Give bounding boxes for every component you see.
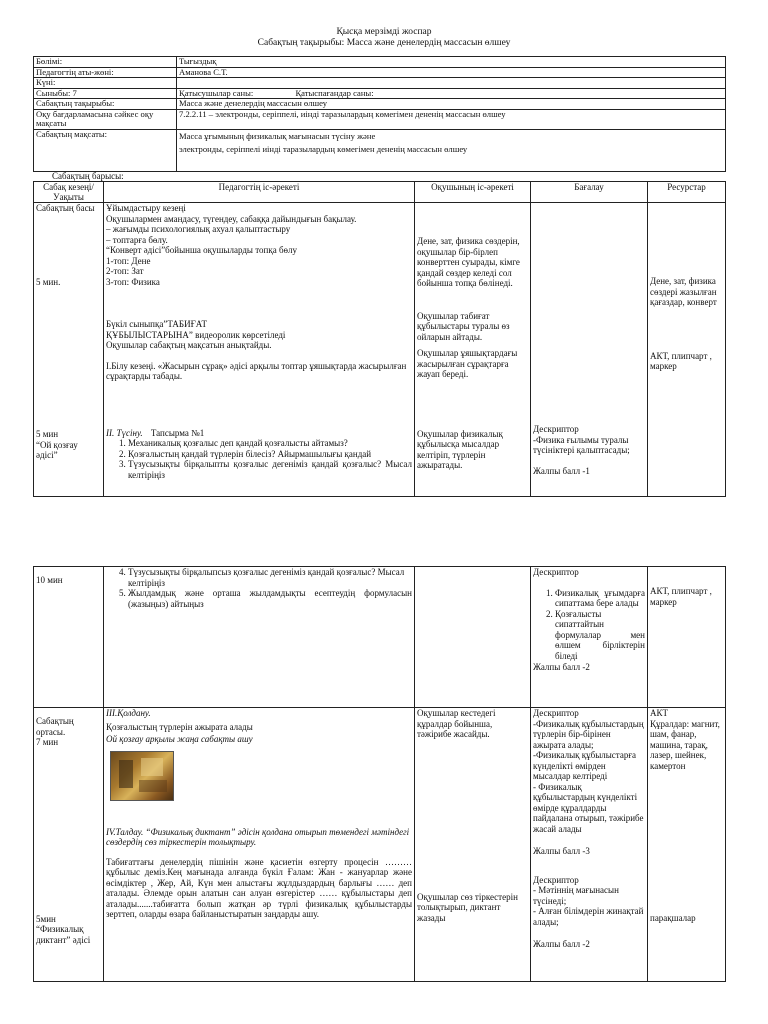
teacher-label: Педагогтің аты-жөні: (34, 67, 177, 78)
descriptor-item: - Мәтіннің мағынасын түсінеді; (533, 885, 619, 906)
understanding-stage (106, 428, 412, 439)
understanding-label: ІІ. Түсіну. (106, 427, 143, 438)
question-item: 2. Қозғалыстың қандай түрлерін білесіз? Айырмашылығы қандай (128, 449, 412, 460)
video-line-3: Оқушылар сабақтың мақсатын анықтайды. (106, 340, 272, 350)
lesson-flow-title: Сабақтың барысы: (52, 171, 124, 181)
grade-label: Сыныбы: 7 (34, 88, 177, 99)
col-student: Оқушының іс-әрекеті (415, 182, 531, 203)
video-line-1: Бүкіл сыныпқа”ТАБИҒАТ (106, 319, 207, 329)
section-value: Тығыздық (177, 57, 726, 68)
question-item: 5. Жылдамдық және орташа жылдамдықты есептеудің формуласын (жазыңыз) айтыңыз (128, 588, 412, 609)
resource-akt: АКТ, плипчарт , маркер (650, 350, 712, 371)
analysis-stage: IV.Талдау. “Физикалық диктант” әдісін қолдана отырып төмендегі мәтіндегі сөздердің сөз тіркестерін толықтыру. (106, 826, 410, 847)
descriptor-item: -Физика ғылымы туралы түсініктері қалыптасады; (533, 434, 630, 455)
descriptor-label: Дескриптор (533, 874, 579, 885)
task-label: Тапсырма №1 (150, 427, 205, 438)
student-dictation-text: Оқушылар сөз тіркестерін толықтырып, диктант жазады (417, 891, 518, 923)
student-cells-text: Оқушылар ұяшықтардағы жасырылған сұрақтарға жауап береді. (417, 348, 518, 379)
lesson-plan-table-1 (33, 181, 726, 497)
student-table-text: Оқушылар кестедегі құралдар бойынша, тәжірибе жасайды. (417, 708, 496, 739)
lesson-info-table (33, 56, 726, 172)
stage-method-dictation: “Физикалық диктант” әдісі (36, 924, 91, 945)
descriptor-label: Дескриптор (533, 424, 579, 434)
stage-time-5: 5 мин. (36, 276, 61, 287)
video-line-2: ҚҰБЫЛЫСТАРЫНА” видеоролик көрсетіледі (106, 329, 286, 340)
stage-method-oy: “Ой қозғау әдісі” (36, 439, 78, 460)
group-3: 3-топ: Физика (106, 276, 160, 287)
student-nature-text: Оқушылар табиғат құбылыстары туралы өз ойларын айтады. (417, 310, 510, 342)
student-activity-cell (415, 708, 531, 982)
resource-words: Дене, зат, физика сөздері жазылған қағаздар, конверт (650, 276, 717, 307)
apply-stage: ІІІ.Қолдану. (106, 708, 151, 718)
student-phys-text: Оқушылар физикалық құбылысқа мысалдар келтіріп, түрлерін ажыратады. (417, 428, 503, 470)
total-score: Жалпы балл -2 (533, 662, 590, 672)
group-1: 1-топ: Дене (106, 255, 151, 266)
stage-start: Сабақтың басы (36, 203, 95, 213)
info-row-objectives (34, 109, 726, 129)
resource-tools: Құралдар: магнит, шам, фанар, машина, тарақ, лазер, шейнек, камертон (650, 718, 720, 771)
question-list-1 (106, 438, 412, 480)
apply-text: Қозғалыстың түрлерін ажырата алады (106, 721, 253, 732)
stage-time-10: 10 мин (36, 575, 63, 585)
plan-row-start (34, 203, 726, 497)
info-row-section (34, 57, 726, 68)
lesson-plan-table-2 (33, 566, 726, 982)
knowledge-stage: І.Білу кезеңі. «Жасырын сұрақ» әдісі арқылы топтар ұяшықтарда жасырылған сұрақтарды табады. (106, 360, 407, 381)
col-assessment: Бағалау (531, 182, 648, 203)
question-item: 3. Түзусызықты бірқалыпты қозғалыс дегеніміз қандай қозғалыс? Мысал келтіріңіз (128, 459, 412, 480)
student-activity-cell (415, 203, 531, 497)
resources-cell (648, 567, 726, 708)
greeting-text: Оқушылармен амандасу, түгендеу, сабаққа дайындығын бақылау. (106, 213, 357, 224)
document-header (0, 27, 768, 49)
descriptor-item: - Физикалық құбылыстардың күнделікті өмірде құралдарды пайдалана отырып, тәжірибе жасай алады (533, 781, 644, 834)
plan-row-10min (34, 567, 726, 708)
apply-method: Ой қозғау арқылы жаңа сабақты ашу (106, 734, 253, 744)
objectives-label: Оқу бағдарламасына сәйкес оқу мақсаты (34, 109, 177, 129)
stage-mid-3: 7 мин (36, 737, 59, 747)
goal-line-2: электронды, серіппелі иінді таразылардың көмегімен дененің массасын өлшеу (179, 144, 468, 154)
question-list-2 (106, 567, 412, 609)
info-row-topic (34, 99, 726, 110)
descriptor-item: -Физикалық құбылыстардың түрлерін бір-бірінен ажырата алады; (533, 718, 644, 750)
teacher-activity-cell (104, 203, 415, 497)
col-stage: Сабақ кезеңі/ Уақыты (34, 182, 104, 203)
present-label: Қатысушылар саны: (179, 87, 254, 98)
stage-cell (34, 708, 104, 982)
assessment-cell (531, 567, 648, 708)
teacher-value: Аманова С.Т. (177, 67, 726, 78)
teacher-activity-cell (104, 567, 415, 708)
stage-time-5: 5мин (36, 913, 56, 924)
stage-mid-2: ортасы. (36, 726, 66, 737)
descriptor-item: -Физикалық құбылыстарға күнделікті өмірден мысалдар келтіреді (533, 750, 637, 781)
psychology-text: – жағымды психологиялық ахуал қалыптастыру (106, 224, 291, 234)
descriptor-item: 1. Физикалық ұғымдарға сипаттама бере алады (555, 588, 645, 609)
question-item: 1. Механикалық қозғалыс деп қандай қозғалысты айтамыз? (128, 438, 412, 449)
info-row-grade (34, 88, 726, 99)
plan-header-row (34, 182, 726, 203)
col-resources: Ресурстар (648, 182, 726, 203)
topic-label: Сабақтың тақырыбы: (34, 99, 177, 110)
date-label: Күні: (34, 78, 177, 89)
goal-label: Сабақтың мақсаты: (34, 129, 177, 171)
descriptor-item: 2. Қозғалысты сипаттайтын формулалар мен өлшем бірліктерін біледі (555, 609, 645, 662)
date-value (177, 78, 726, 89)
group-2: 2-топ: Зат (106, 266, 144, 276)
attendance-cell (177, 88, 726, 99)
lesson-photo (110, 751, 174, 801)
descriptor-label: Дескриптор (533, 567, 579, 577)
section-label: Бөлімі: (34, 57, 177, 68)
stage-time-5b: 5 мин (36, 429, 59, 439)
org-stage: Ұйымдастыру кезеңі (106, 203, 186, 213)
total-score: Жалпы балл -2 (533, 939, 590, 949)
question-item: 4. Түзусызықты бірқалыпсыз қозғалыс дегеніміз қандай қозғалыс? Мысал келтіріңіз (128, 567, 412, 588)
col-teacher: Педагогтің іс-әрекеті (104, 182, 415, 203)
stage-cell (34, 567, 104, 708)
student-words-text: Дене, зат, физика сөздерін, оқушылар бір-бірлеп конверттен суырады, кімге қандай сөздер келеді сол бойынша топқа бөлінеді. (417, 236, 520, 288)
teacher-activity-cell (104, 708, 415, 982)
objectives-value: 7.2.2.11 – электронды, серіппелі, иінді таразылардың көмегімен дененің массасын өлшеу (177, 109, 726, 129)
student-activity-cell (415, 567, 531, 708)
info-row-goal (34, 129, 726, 171)
plan-row-middle (34, 708, 726, 982)
info-row-date (34, 78, 726, 89)
resource-akt: АКТ (650, 708, 668, 718)
assessment-cell (531, 203, 648, 497)
resource-akt: АКТ, плипчарт , маркер (650, 586, 712, 607)
goal-value (177, 129, 726, 171)
stage-cell (34, 203, 104, 497)
goal-line-1: Масса ұғымының физикалық мағынасын түсіну және (179, 130, 376, 141)
resources-cell (648, 203, 726, 497)
groups-text: – топтарға бөлу. (106, 234, 168, 245)
descriptor-item: - Алған білімдерін жинақтай алады; (533, 906, 644, 927)
document-topic: Сабақтың тақырыбы: Масса және денелердің массасын өлшеу (257, 38, 511, 48)
resources-cell (648, 708, 726, 982)
topic-value: Масса және денелердің массасын өлшеу (177, 99, 726, 110)
dictation-text: Табиғаттағы денелердің пішінін және қасиетін өзгерту процесін ………құбылыс деміз.Кең мағынада алғанда бүкіл Ғалам: Жан - жануарлар және өсімдіктер , Жер, Ай, Күн мен алыстағы жұлдыздардың барлығы …… деп аталады. Әлемде орын алатын сан алуан өзгерістер …… құбылыстары деп аталады.......табиғатта болып жатқан әр түрлі физикалық құбылыстарды зерттеп, оларды өзара байланыстыратын заңдарды ашу. (106, 856, 412, 919)
stage-mid-1: Сабақтың (36, 716, 74, 726)
total-score: Жалпы балл -1 (533, 465, 590, 476)
absent-label: Қатыспағандар саны: (295, 87, 374, 98)
envelope-method: “Конверт әдісі”бойынша оқушыларды топқа бөлу (106, 245, 298, 255)
descriptor-list (533, 588, 645, 662)
resource-sheets: парақшалар (650, 913, 696, 923)
assessment-cell (531, 708, 648, 982)
document-title: Қысқа мерзімді жоспар (336, 27, 432, 37)
info-row-teacher (34, 67, 726, 78)
total-score: Жалпы балл -3 (533, 846, 590, 856)
descriptor-label: Дескриптор (533, 708, 579, 718)
